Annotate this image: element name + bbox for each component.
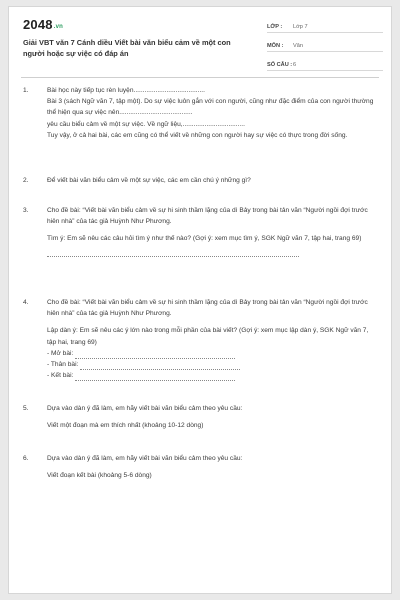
meta-row-socau xyxy=(267,57,383,71)
question-number: 1. xyxy=(23,87,29,94)
answer-line[interactable] xyxy=(47,247,299,257)
outline-part-mo-bai xyxy=(47,348,379,359)
question-1 xyxy=(23,85,379,141)
question-6 xyxy=(23,453,379,481)
question-5 xyxy=(23,403,379,431)
question-body xyxy=(47,453,379,481)
meta-row-lop xyxy=(267,19,383,33)
document-title: Giải VBT văn 7 Cánh diều Viết bài văn biểu cảm về một con người hoặc sự việc có đáp án xyxy=(23,38,231,58)
meta-key-socau: SỐ CÂU : xyxy=(267,62,293,68)
question-number: 2. xyxy=(23,177,29,184)
worksheet-header xyxy=(9,7,391,75)
question-number: 6. xyxy=(23,455,29,462)
question-body xyxy=(47,403,379,431)
outline-part-label: - Thân bài: xyxy=(47,361,79,369)
question-task: Lập dàn ý: Em sẽ nêu các ý lớn nào trong mỗi phần của bài viết? (Gợi ý: xem mục lập dàn ý, SGK Ngữ văn 7, tập hai, trang 69) xyxy=(47,327,369,346)
question-3 xyxy=(23,205,379,257)
meta-value-mon: Văn xyxy=(293,43,303,49)
question-task: Viết đoạn kết bài (khoảng 5-6 dòng) xyxy=(47,472,152,480)
meta-key-mon: MÔN : xyxy=(267,43,284,49)
question-task: Tìm ý: Em sẽ nêu các câu hỏi tìm ý như thế nào? (Gợi ý: xem mục tìm ý, SGK Ngữ văn 7, tập hai, trang 69) xyxy=(47,235,362,243)
question-line: yêu cầu biểu cảm về một sự việc. Về ngữ liệu,.................................. xyxy=(47,120,245,128)
question-number: 3. xyxy=(23,207,29,214)
question-line: Để viết bài văn biểu cảm về một sự việc, các em cần chú ý những gì? xyxy=(47,177,251,184)
question-line: Bài 3 (sách Ngữ văn 7, tập một). Do sự việc luôn gắn với con người, cũng như đặc điểm của con người thường thể hiện qua sự việc nên........................................ xyxy=(47,98,374,117)
question-line: Bài học này tiếp tục rèn luyện....................................... xyxy=(47,87,205,94)
meta-key-lop: LỚP : xyxy=(267,24,283,30)
question-intro: Cho đề bài: “Viết bài văn biểu cảm về sự hi sinh thầm lặng của dì Bảy trong bài tản văn “Người ngồi đợi trước hiên nhà” của tác giả Huỳnh Như Phương. xyxy=(47,299,368,318)
question-body xyxy=(47,205,379,257)
meta-panel xyxy=(267,19,383,76)
meta-row-mon xyxy=(267,38,383,52)
outline-part-label: - Mở bài: xyxy=(47,349,74,357)
question-line: Tuy vậy, ở cả hai bài, các em cũng có thể viết về những con người hay sự việc có thực trong đời sống. xyxy=(47,131,348,139)
question-task: Viết một đoạn mà em thích nhất (khoảng 10-12 dòng) xyxy=(47,422,204,430)
outline-part-label: - Kết bài: xyxy=(47,372,74,380)
answer-line[interactable] xyxy=(80,362,240,370)
question-intro: Dựa vào dàn ý đã làm, em hãy viết bài văn biểu cảm theo yêu cầu: xyxy=(47,405,243,412)
meta-value-lop: Lớp 7 xyxy=(293,24,308,30)
question-body xyxy=(47,85,379,141)
answer-line[interactable] xyxy=(75,373,235,381)
question-body xyxy=(47,297,379,381)
meta-value-socau: 6 xyxy=(293,62,297,68)
question-number: 4. xyxy=(23,299,29,306)
question-body xyxy=(47,175,379,186)
outline-part-ket-bai xyxy=(47,370,379,381)
logo-text: 2048 xyxy=(23,17,53,32)
question-2 xyxy=(23,175,379,186)
logo-tld: .vn xyxy=(53,24,64,30)
answer-line[interactable] xyxy=(75,351,235,359)
outline-part-than-bai xyxy=(47,359,379,370)
question-number: 5. xyxy=(23,405,29,412)
question-4 xyxy=(23,297,379,381)
site-logo[interactable] xyxy=(23,17,63,32)
header-divider xyxy=(21,77,379,78)
question-intro: Dựa vào dàn ý đã làm, em hãy viết bài văn biểu cảm theo yêu cầu: xyxy=(47,455,243,462)
question-intro: Cho đề bài: “Viết bài văn biểu cảm về sự hi sinh thầm lặng của dì Bảy trong bài tản văn “Người ngồi đợi trước hiên nhà” của tác giả Huỳnh Như Phương. xyxy=(47,207,368,226)
worksheet-page xyxy=(8,6,392,594)
